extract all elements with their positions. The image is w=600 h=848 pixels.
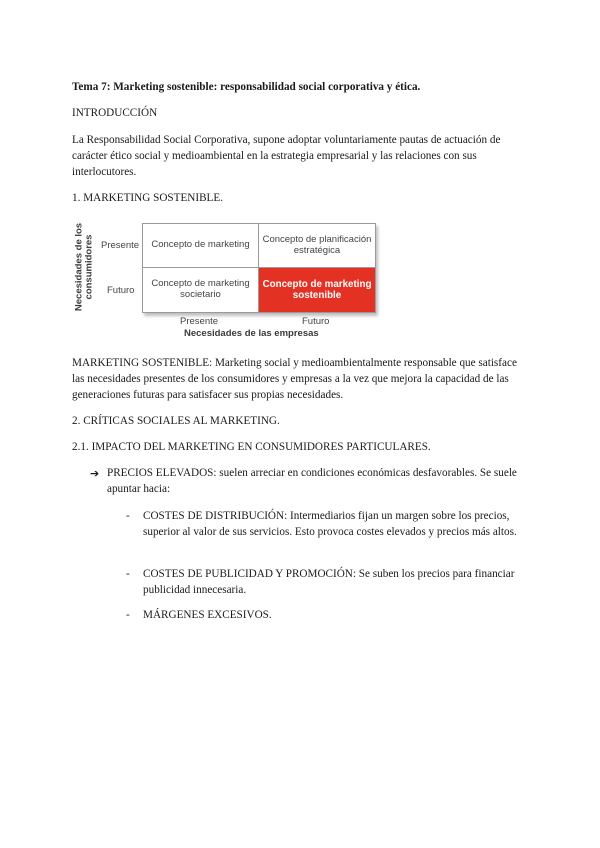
dash-marker: - [126, 510, 130, 522]
section-2-heading: 2. CRÍTICAS SOCIALES AL MARKETING. [72, 415, 280, 427]
list-item-text: COSTES DE DISTRIBUCIÓN: Intermediarios fijan un margen sobre los precios, superior al valor de sus servicios. Esto provoca costes elevados y precios más altos. [143, 510, 517, 538]
bullet-text: PRECIOS ELEVADOS: suelen arreciar en condiciones económicas desfavorables. Se suele apuntar hacia: [107, 467, 517, 495]
dash-marker: - [126, 609, 130, 621]
cell-concepto-marketing: Concepto de marketing [143, 224, 259, 268]
marketing-concepts-diagram [68, 217, 388, 345]
cell-planificacion-estrategica: Concepto de planificación estratégica [259, 224, 375, 268]
cell-marketing-sostenible: Concepto de marketing sostenible [259, 268, 375, 312]
diagram-grid [142, 223, 376, 313]
intro-heading: INTRODUCCIÓN [72, 107, 158, 119]
list-item-text: MÁRGENES EXCESIVOS. [143, 609, 272, 621]
diagram-y-axis-label: Necesidades de los consumidores [73, 222, 95, 312]
diagram-y-axis [70, 217, 100, 317]
list-item-text: COSTES DE PUBLICIDAD Y PROMOCIÓN: Se suben los precios para financiar publicidad innecesaria. [143, 568, 515, 596]
arrow-bullet-icon: ➔ [90, 467, 100, 480]
section-1-heading: 1. MARKETING SOSTENIBLE. [72, 192, 224, 204]
diagram-col-label-future: Futuro [302, 316, 330, 327]
diagram-x-axis-label: Necesidades de las empresas [184, 328, 319, 339]
section-2-1-heading: 2.1. IMPACTO DEL MARKETING EN CONSUMIDORES PARTICULARES. [72, 441, 431, 453]
intro-paragraph: La Responsabilidad Social Corporativa, supone adoptar voluntariamente pautas de actuación de carácter ético social y medioambiental en la estrategia empresarial y las relaciones con sus interlocutores. [72, 134, 501, 178]
diagram-col-label-present: Presente [180, 316, 219, 327]
cell-marketing-societario: Concepto de marketing societario [143, 268, 259, 312]
definition-paragraph: MARKETING SOSTENIBLE: Marketing social y medioambientalmente responsable que satisface las necesidades presentes de los consumidores y empresas a la vez que mejora la capacidad de las generaciones futuras para satisfacer sus propias necesidades. [72, 357, 517, 401]
document-title: Tema 7: Marketing sostenible: responsabilidad social corporativa y ética. [72, 81, 421, 93]
dash-marker: - [126, 568, 130, 580]
diagram-row-label-future: Futuro [107, 285, 135, 296]
diagram-row-label-present: Presente [101, 240, 140, 251]
